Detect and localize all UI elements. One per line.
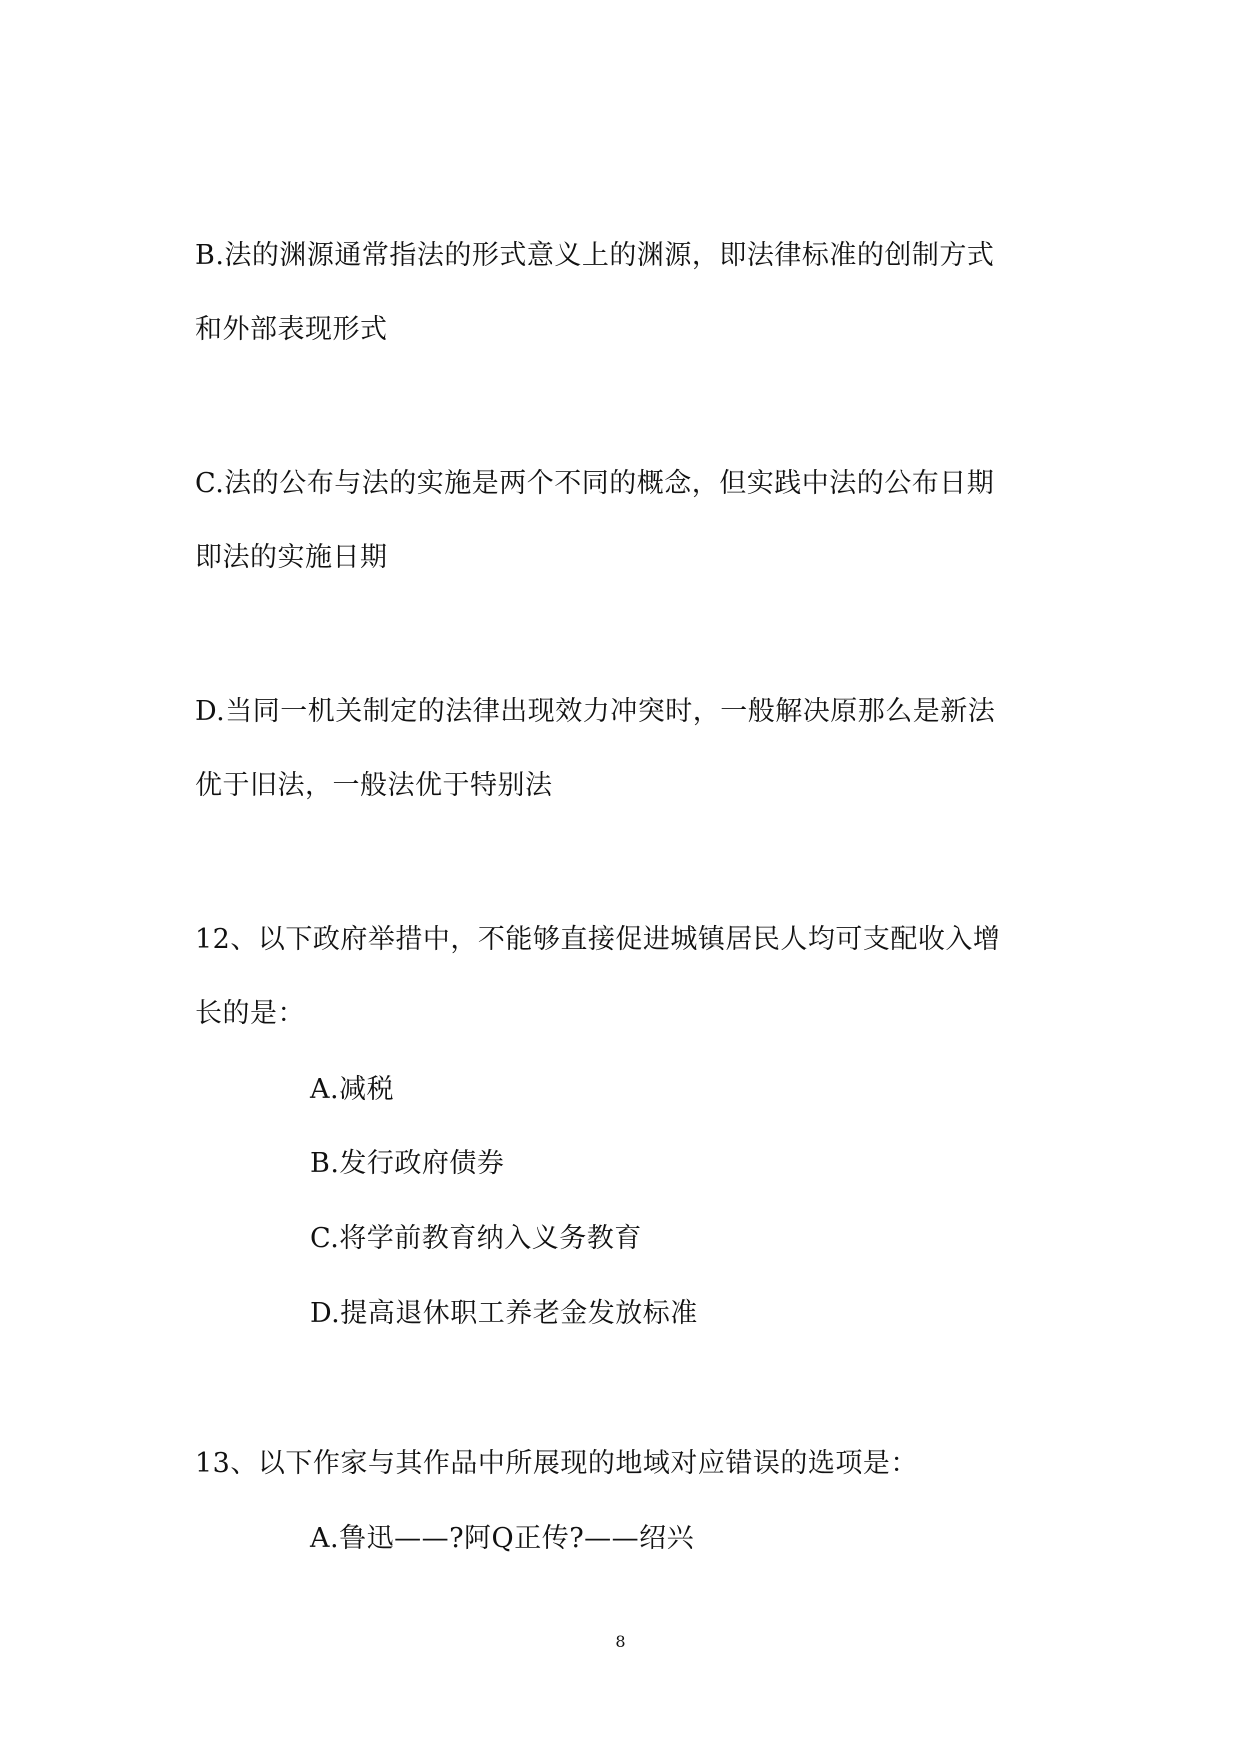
question-12-option-d: D.提高退休职工养老金发放标准 — [310, 1298, 698, 1329]
question-12-stem-line-2: 长的是： — [195, 998, 305, 1029]
option-d-line-1: D.当同一机关制定的法律出现效力冲突时，一般解决原那么是新法 — [195, 696, 996, 727]
option-b-line-1: B.法的渊源通常指法的形式意义上的渊源，即法律标准的创制方式 — [195, 240, 995, 271]
page-number: 8 — [615, 1632, 626, 1651]
option-c-line-2: 即法的实施日期 — [195, 542, 388, 573]
option-d-line-2: 优于旧法，一般法优于特别法 — [195, 770, 553, 801]
option-c-line-1: C.法的公布与法的实施是两个不同的概念，但实践中法的公布日期 — [195, 468, 995, 499]
option-b-line-2: 和外部表现形式 — [195, 314, 388, 345]
question-13-stem: 13、以下作家与其作品中所展现的地域对应错误的选项是： — [195, 1448, 918, 1479]
question-12-option-b: B.发行政府债券 — [310, 1148, 505, 1179]
question-13-option-a: A.鲁迅——?阿Q正传?——绍兴 — [310, 1523, 695, 1554]
question-12-option-a: A.减税 — [310, 1074, 395, 1105]
question-12-option-c: C.将学前教育纳入义务教育 — [310, 1223, 642, 1254]
question-12-stem-line-1: 12、以下政府举措中，不能够直接促进城镇居民人均可支配收入增 — [195, 924, 1001, 955]
